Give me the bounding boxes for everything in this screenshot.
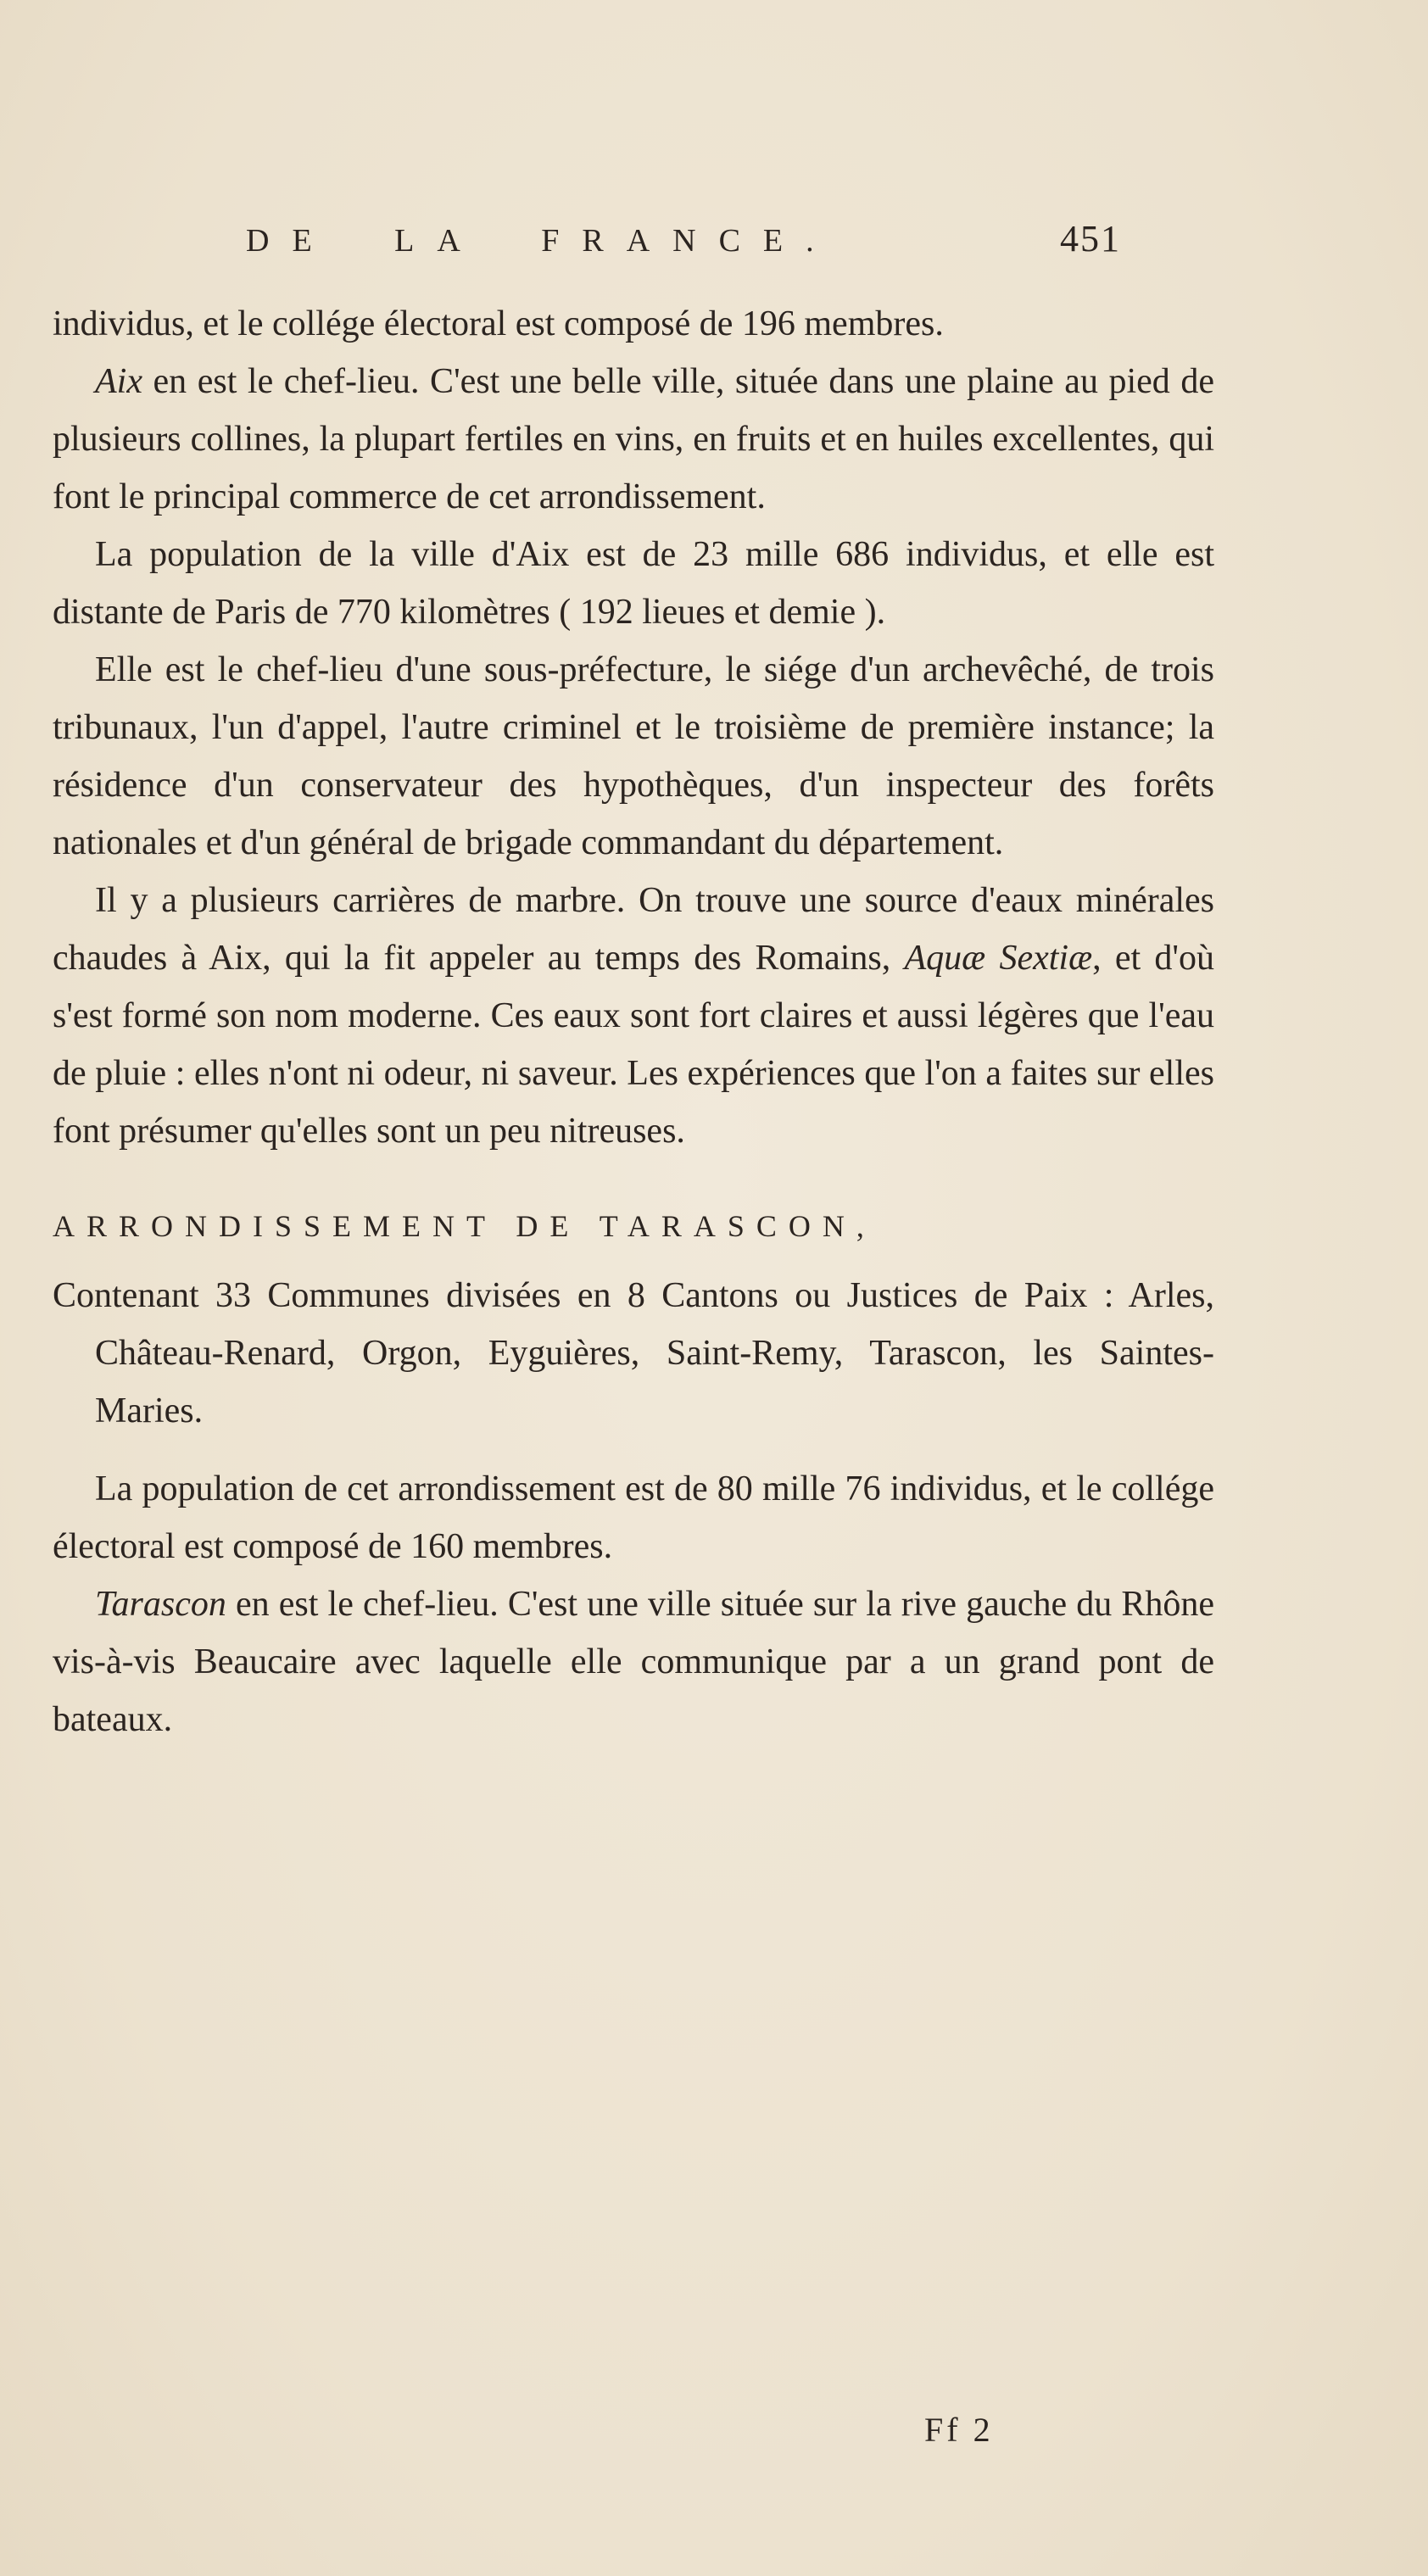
latin-name: Aquæ Sextiæ — [904, 939, 1093, 978]
paragraph-7-text: en est le chef-lieu. C'est une ville située sur la rive gauche du Rhône vis-à-vis Beaucaire avec laquelle elle communique par a un grand pont de bateaux. — [53, 1585, 1214, 1739]
body-text — [53, 295, 1214, 1748]
paragraph-5-text-a: Il y a plusieurs carrières de marbre. On trouve une source d'eaux minérales chaudes à Aix, qui la fit appeler au temps des Romains, — [53, 881, 1214, 978]
place-name-aix: Aix — [95, 362, 142, 401]
section-description: Contenant 33 Communes divisées en 8 Cantons ou Justices de Paix : Arles, Château-Renard, Orgon, Eyguières, Saint-Remy, Tarascon, les Saintes-Maries. — [53, 1276, 1214, 1430]
paragraph-3: La population de la ville d'Aix est de 23 mille 686 individus, et elle est distante de Paris de 770 kilomètres ( 192 lieues et demie ). — [53, 535, 1214, 632]
running-head — [0, 218, 1428, 282]
paragraph-5-text-b: , et d'où s'est formé son nom moderne. Ces eaux sont fort claires et aussi légères que l'eau de pluie : elles n'ont ni odeur, ni saveur. Les expériences que l'on a faites sur elles font présumer qu'elles sont un peu nitreuses. — [53, 939, 1214, 1151]
paragraph-4: Elle est le chef-lieu d'une sous-préfecture, le siége d'un archevêché, de trois tribunaux, l'un d'appel, l'autre criminel et le troisième de première instance; la résidence d'un conservateur des hypothèques, d'un inspecteur des forêts nationales et d'un général de brigade commandant du département. — [53, 650, 1214, 862]
section-heading: ARRONDISSEMENT DE TARASCON, — [53, 1209, 876, 1243]
running-title: DE LA FRANCE. — [246, 223, 837, 259]
signature-mark: Ff 2 — [924, 2411, 994, 2449]
paragraph-2-text: en est le chef-lieu. C'est une belle ville, située dans une plaine au pied de plusieurs collines, la plupart fertiles en vins, en fruits et en huiles excellentes, qui font le principal commerce de cet arrondissement. — [53, 362, 1214, 516]
place-name-tarascon: Tarascon — [95, 1585, 226, 1624]
page-number: 451 — [1060, 218, 1121, 259]
paragraph-1: individus, et le collége électoral est composé de 196 membres. — [53, 304, 944, 343]
paragraph-6: La population de cet arrondissement est de 80 mille 76 individus, et le collége électoral est composé de 160 membres. — [53, 1469, 1214, 1566]
paragraph-7 — [53, 1575, 1214, 1748]
paragraph-2 — [53, 353, 1214, 526]
paragraph-5 — [53, 872, 1214, 1160]
